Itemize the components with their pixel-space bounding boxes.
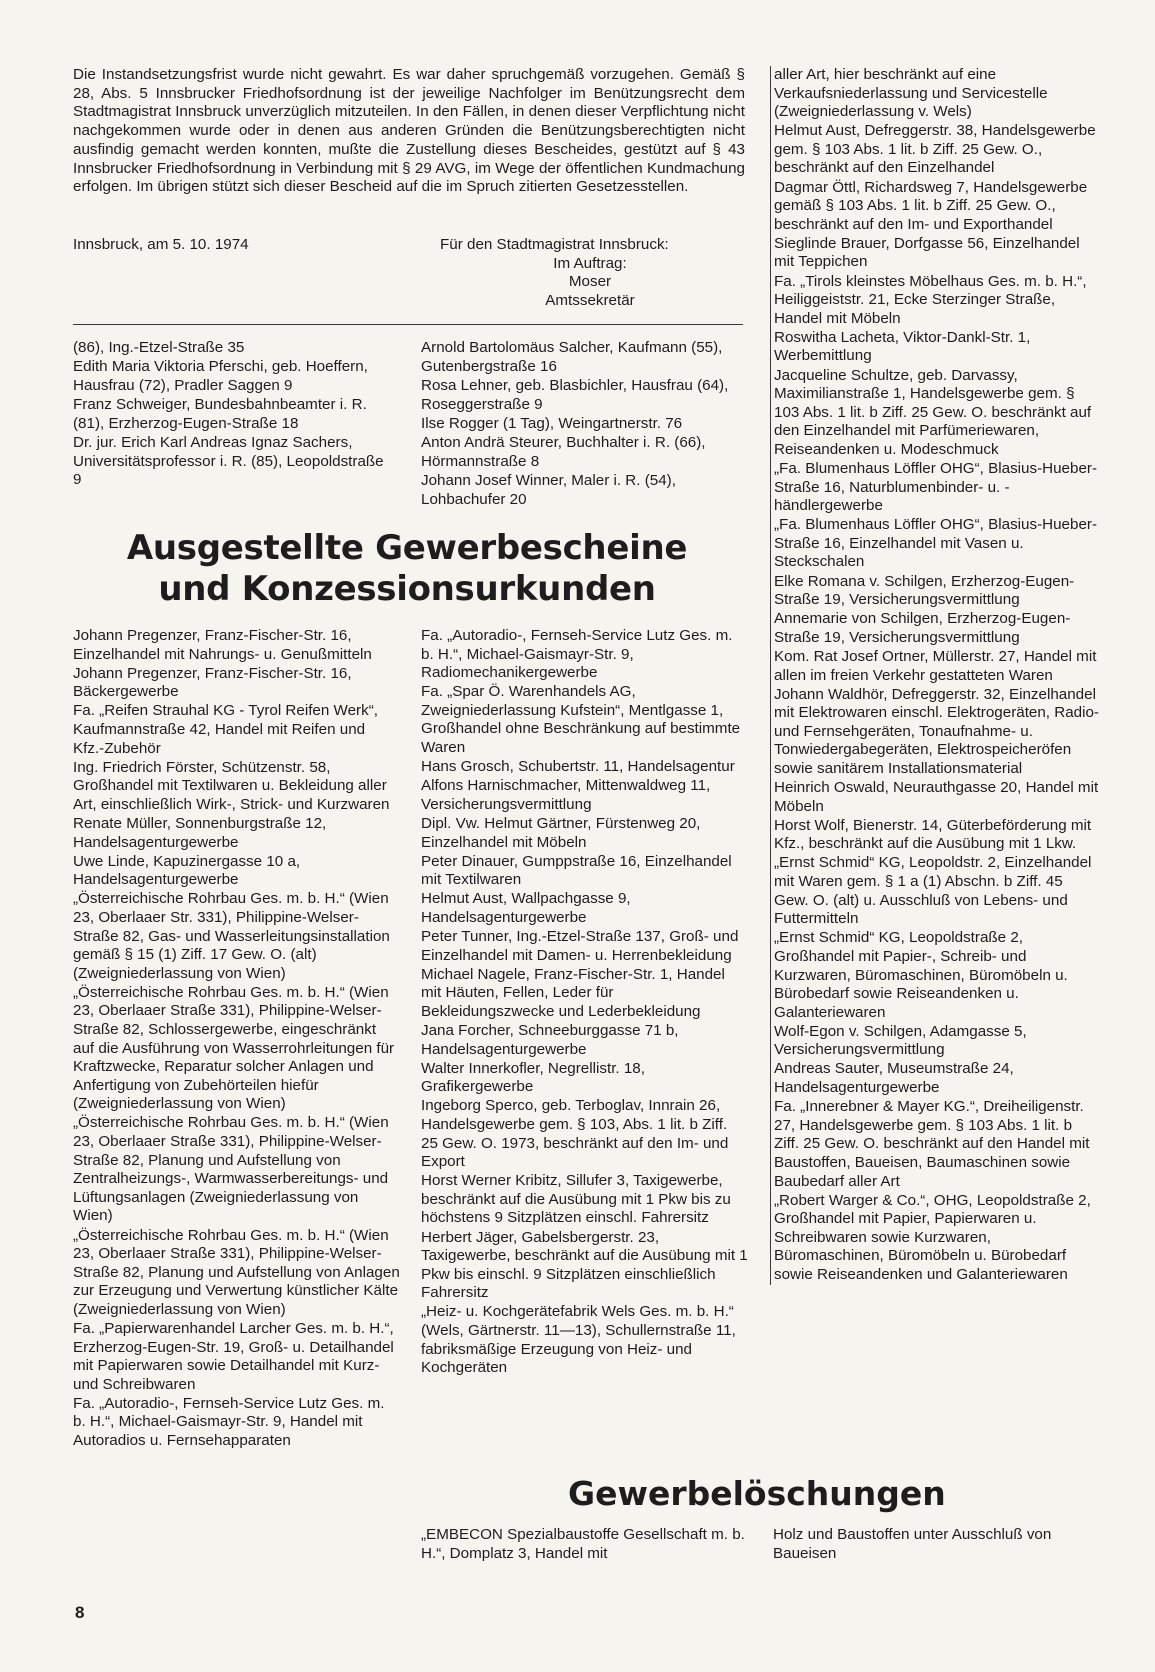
licenses-column-3 bbox=[770, 66, 1099, 1285]
list-item: Peter Tunner, Ing.-Etzel-Straße 137, Groß- und Einzelhandel mit Damen- u. Herrenbekleidung bbox=[421, 928, 739, 964]
list-item: Walter Innerkofler, Negrellistr. 18, Grafikergewerbe bbox=[421, 1059, 645, 1096]
list-item: Dipl. Vw. Helmut Gärtner, Fürstenweg 20, Einzelhandel mit Möbeln bbox=[421, 814, 701, 851]
closing-paragraph: Die Instandsetzungsfrist wurde nicht gewahrt. Es war daher spruchgemäß vorzugehen. Gemäß § 28, Abs. 5 Innsbrucker Friedhofsordnung ist der jeweilige Nachfolger im Benützungsrecht dem Stadtmagistrat Innsbruck unverzüglich mitzuteilen. In den Fällen, in denen dieser Verpflichtung nicht nachgekommen wurde oder in denen aus anderen Gründen die Benützungsberechtigten nicht ausfindig gemacht werden konnten, mußte die Zustellung dieses Bescheides, gestützt auf § 43 Innsbrucker Friedhofsordnung in Verbindung mit § 29 AVG, im Wege der öffentlichen Kundmachung erfolgen. Im übrigen stützt sich dieser Bescheid auf die im Spruch zitierten Gesetzesstellen. bbox=[73, 66, 745, 196]
list-item: „Fa. Blumenhaus Löffler OHG“, Blasius-Hueber-Straße 16, Einzelhandel mit Vasen u. Steckschalen bbox=[774, 516, 1098, 571]
list-item: Arnold Bartolomäus Salcher, Kaufmann (55), Gutenbergstraße 16 bbox=[421, 339, 723, 375]
heading-line-1: Ausgestellte Gewerbescheine bbox=[126, 528, 688, 568]
list-item: Jana Forcher, Schneeburggasse 71 b, Handelsagenturgewerbe bbox=[421, 1021, 679, 1058]
list-item: Fa. „Autoradio-, Fernseh-Service Lutz Ges. m. b. H.“, Michael-Gaismayr-Str. 9, Radiomechanikergewerbe bbox=[421, 627, 733, 682]
list-item: Elke Romana v. Schilgen, Erzherzog-Eugen-Straße 19, Versicherungsvermittlung bbox=[774, 572, 1075, 609]
list-item: Dagmar Öttl, Richardsweg 7, Handelsgewerbe gemäß § 103 Abs. 1 lit. b Ziff. 25 Gew. O., beschränkt auf den Im- und Exporthandel bbox=[774, 178, 1088, 233]
section-heading-licenses bbox=[73, 528, 741, 610]
list-item: Kom. Rat Josef Ortner, Müllerstr. 27, Handel mit allen im freien Verkehr gestatteten Waren bbox=[774, 647, 1097, 684]
list-item: Rosa Lehner, geb. Blasbichler, Hausfrau (64), Roseggerstraße 9 bbox=[421, 376, 729, 413]
list-item: Annemarie von Schilgen, Erzherzog-Eugen-Straße 19, Versicherungsvermittlung bbox=[774, 610, 1071, 646]
list-item: Edith Maria Viktoria Pferschi, geb. Hoeffern, Hausfrau (72), Pradler Saggen 9 bbox=[73, 358, 368, 394]
list-item: Fa. „Papierwarenhandel Larcher Ges. m. b. H.“, Erzherzog-Eugen-Str. 19, Groß- u. Detailhandel mit Papierwaren sowie Detailhandel mit Kurz- und Schreibwaren bbox=[73, 1319, 394, 1393]
list-item: „Österreichische Rohrbau Ges. m. b. H.“ (Wien 23, Oberlaaer Straße 331), Philippine-Welser-Straße 82, Planung und Aufstellung von Zentralheizungs-, Warmwasserbereitungs- und Lüftungsanlagen (Zweigniederlassung von Wien) bbox=[73, 1114, 389, 1225]
list-item: Horst Werner Kribitz, Sillufer 3, Taxigewerbe, beschränkt auf die Ausübung mit 1 Pkw bis zu höchstens 9 Sitzplätzen einschl. Fahrersitz bbox=[421, 1172, 731, 1227]
list-item: „Robert Warger & Co.“, OHG, Leopoldstraße 2, Großhandel mit Papier, Papierwaren u. Schreibwaren sowie Kurzwaren, Büromaschinen, Büromöbeln u. Bürobedarf sowie Reiseandenken und Galanteriewaren bbox=[774, 1191, 1091, 1283]
list-item: „Heiz- u. Kochgerätefabrik Wels Ges. m. b. H.“ (Wels, Gärtnerstr. 11—13), Schullernstraße 11, fabriksmäßige Erzeugung von Heiz- und Kochgeräten bbox=[421, 1303, 736, 1377]
list-item: Johann Josef Winner, Maler i. R. (54), Lohbachufer 20 bbox=[421, 471, 676, 508]
list-item: Jacqueline Schultze, geb. Darvassy, Maximilianstraße 1, Handelsgewerbe gem. § 103 Abs. 1 lit. b Ziff. 25 Gew. O. beschränkt auf den Einzelhandel mit Parfümeriewaren, Reiseandenken u. Modeschmuck bbox=[774, 366, 1092, 458]
list-item: Anton Andrä Steurer, Buchhalter i. R. (66), Hörmannstraße 8 bbox=[421, 434, 706, 470]
signature-line-4: Amtssekretär bbox=[545, 292, 635, 310]
deaths-list-right bbox=[421, 339, 741, 510]
licenses-column-1 bbox=[73, 627, 400, 1451]
page-number: 8 bbox=[75, 1603, 85, 1622]
list-item: Sieglinde Brauer, Dorfgasse 56, Einzelhandel mit Teppichen bbox=[774, 234, 1080, 271]
signature-block bbox=[440, 236, 730, 311]
list-item: „Fa. Blumenhaus Löffler OHG“, Blasius-Hueber-Straße 16, Naturblumenbinder- u. -händlergewerbe bbox=[774, 459, 1098, 515]
list-item: Wolf-Egon v. Schilgen, Adamgasse 5, Versicherungsvermittlung bbox=[774, 1022, 1027, 1059]
list-item: aller Art, hier beschränkt auf eine Verkaufsniederlassung und Servicestelle (Zweigniederlassung v. Wels) bbox=[774, 66, 1048, 121]
heading-line-2: und Konzessionsurkunden bbox=[158, 569, 656, 609]
section-heading-deletions: Gewerbelöschungen bbox=[568, 1474, 946, 1513]
section-divider bbox=[73, 324, 743, 325]
list-item: Michael Nagele, Franz-Fischer-Str. 1, Handel mit Häuten, Fellen, Leder für Bekleidungszwecke und Lederbekleidung bbox=[421, 965, 725, 1020]
deaths-list-left bbox=[73, 339, 393, 491]
list-item: Andreas Sauter, Museumstraße 24, Handelsagenturgewerbe bbox=[774, 1060, 1014, 1097]
deletions-text-right: Holz und Baustoffen unter Ausschluß von Baueisen bbox=[773, 1526, 1052, 1562]
list-item: Johann Waldhör, Defreggerstr. 32, Einzelhandel mit Elektrowaren einschl. Elektrogeräten, Radio- und Fernsehgeräten, Tonaufnahme- u. Tonwiedergabegeräten, Elektrospeicheröfen sowie sanitärem Installationsmaterial bbox=[774, 685, 1099, 777]
list-item: Fa. „Autoradio-, Fernseh-Service Lutz Ges. m. b. H.“, Michael-Gaismayr-Str. 9, Handel mit Autoradios u. Fernsehapparaten bbox=[73, 1394, 385, 1450]
list-item: Fa. „Reifen Strauhal KG - Tyrol Reifen Werk“, Kaufmannstraße 42, Handel mit Reifen und Kfz.-Zubehör bbox=[73, 702, 378, 757]
list-item: Franz Schweiger, Bundesbahnbeamter i. R. (81), Erzherzog-Eugen-Straße 18 bbox=[73, 396, 367, 432]
list-item: Fa. „Tirols kleinstes Möbelhaus Ges. m. b. H.“, Heiliggeiststr. 21, Ecke Sterzinger Straße, Handel mit Möbeln bbox=[774, 272, 1087, 327]
list-item: Ingeborg Sperco, geb. Terboglav, Innrain 26, Handelsgewerbe gem. § 103, Abs. 1 lit. b Ziff. 25 Gew. O. 1973, beschränkt auf den Im- und Export bbox=[421, 1097, 729, 1171]
signature-line-3: Moser bbox=[568, 273, 612, 291]
deletions-text-left: „EMBECON Spezialbaustoffe Gesellschaft m. b. H.“, Domplatz 3, Handel mit bbox=[421, 1526, 745, 1562]
date-line: Innsbruck, am 5. 10. 1974 bbox=[73, 236, 249, 253]
list-item: Helmut Aust, Wallpachgasse 9, Handelsagenturgewerbe bbox=[421, 890, 631, 926]
list-item: „Österreichische Rohrbau Ges. m. b. H.“ (Wien 23, Oberlaaer Straße 331), Philippine-Welser-Straße 82, Schlossergewerbe, eingeschränkt auf die Ausführung von Wasserrohrleitungen für Kraftzwecke, Reparatur solcher Anlagen und Anfertigung von Zubehörteilen hiefür (Zweigniederlassung von Wien) bbox=[73, 983, 395, 1113]
list-item: „Österreichische Rohrbau Ges. m. b. H.“ (Wien 23, Oberlaaer Straße 331), Philippine-Welser-Straße 82, Planung und Aufstellung von Anlagen zur Erzeugung und Verwertung künstlicher Kälte (Zweigniederlassung von Wien) bbox=[73, 1226, 400, 1318]
list-item: Ilse Rogger (1 Tag), Weingartnerstr. 76 bbox=[421, 414, 683, 432]
list-item: Peter Dinauer, Gumppstraße 16, Einzelhandel mit Textilwaren bbox=[421, 852, 732, 889]
list-item: Herbert Jäger, Gabelsbergerstr. 23, Taxigewerbe, beschränkt auf die Ausübung mit 1 Pkw bis einschl. 9 Sitzplätzen einschließlich Fahrersitz bbox=[421, 1228, 748, 1302]
licenses-column-2 bbox=[421, 627, 748, 1378]
list-item: Renate Müller, Sonnenburgstraße 12, Handelsagenturgewerbe bbox=[73, 814, 327, 851]
list-item: Uwe Linde, Kapuzinergasse 10 a, Handelsagenturgewerbe bbox=[73, 852, 301, 889]
list-item: „Ernst Schmid“ KG, Leopoldstraße 2, Großhandel mit Papier-, Schreib- und Kurzwaren, Büromaschinen, Büromöbeln u. Bürobedarf sowie Reiseandenken u. Galanteriewaren bbox=[774, 929, 1068, 1021]
list-item: (86), Ing.-Etzel-Straße 35 bbox=[73, 339, 245, 356]
list-item: Roswitha Lacheta, Viktor-Dankl-Str. 1, Werbemittlung bbox=[774, 328, 1031, 365]
list-item: Johann Pregenzer, Franz-Fischer-Str. 16, Einzelhandel mit Nahrungs- u. Genußmitteln bbox=[73, 627, 372, 663]
list-item: Hans Grosch, Schubertstr. 11, Handelsagentur bbox=[421, 758, 735, 776]
list-item: Heinrich Oswald, Neurauthgasse 20, Handel mit Möbeln bbox=[774, 779, 1099, 815]
list-item: Dr. jur. Erich Karl Andreas Ignaz Sachers, Universitätsprofessor i. R. (85), Leopoldstraße 9 bbox=[73, 434, 384, 489]
list-item: „Ernst Schmid“ KG, Leopoldstr. 2, Einzelhandel mit Waren gem. § 1 a (1) Abschn. b Ziff. 45 Gew. O. (alt) u. Ausschluß von Lebens- und Futtermitteln bbox=[774, 854, 1092, 928]
signature-line-1: Für den Stadtmagistrat Innsbruck: bbox=[440, 236, 669, 253]
list-item: Alfons Harnischmacher, Mittenwaldweg 11, Versicherungsvermittlung bbox=[421, 777, 711, 813]
signature-line-2: Im Auftrag: bbox=[553, 254, 627, 272]
list-item: Fa. „Innerebner & Mayer KG.“, Dreiheiligenstr. 27, Handelsgewerbe gem. § 103 Abs. 1 lit. b Ziff. 25 Gew. O. beschränkt auf den Handel mit Baustoffen, Baueisen, Baumaschinen sowie Baubedarf aller Art bbox=[774, 1098, 1090, 1190]
list-item: Johann Pregenzer, Franz-Fischer-Str. 16, Bäckergewerbe bbox=[73, 664, 352, 701]
list-item: „Österreichische Rohrbau Ges. m. b. H.“ (Wien 23, Oberlaaer Str. 331), Philippine-Welser-Straße 82, Gas- und Wasserleitungsinstallation gemäß § 15 (1) Ziff. 17 Gew. O. (alt) (Zweigniederlassung von Wien) bbox=[73, 890, 390, 982]
list-item: Helmut Aust, Defreggerstr. 38, Handelsgewerbe gem. § 103 Abs. 1 lit. b Ziff. 25 Gew. O., beschränkt auf den Einzelhandel bbox=[774, 122, 1096, 177]
list-item: Ing. Friedrich Förster, Schützenstr. 58, Großhandel mit Textilwaren u. Bekleidung aller Art, einschließlich Wirk-, Strick- und Kurzwaren bbox=[73, 758, 390, 813]
list-item: Horst Wolf, Bienerstr. 14, Güterbeförderung mit Kfz., beschränkt auf die Ausübung mit 1 Lkw. bbox=[774, 816, 1092, 853]
list-item: Fa. „Spar Ö. Warenhandels AG, Zweigniederlassung Kufstein“, Mentlgasse 1, Großhandel ohne Beschränkung auf bestimmte Waren bbox=[421, 683, 741, 757]
